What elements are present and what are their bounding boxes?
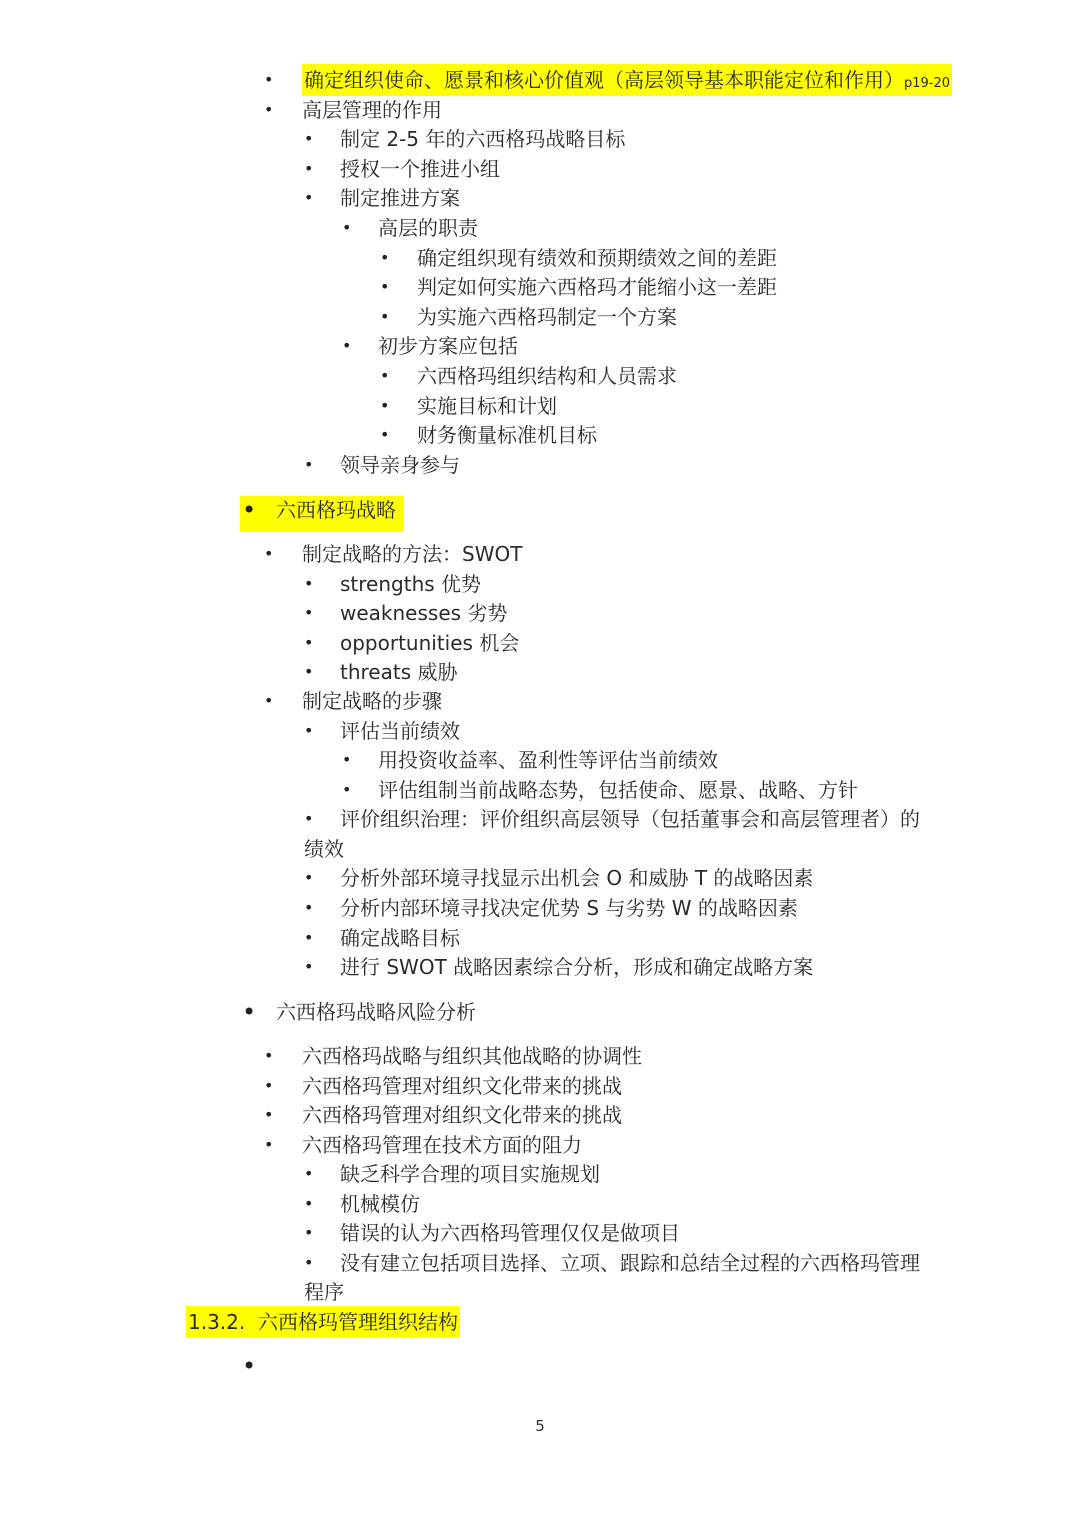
- outline-item: 错误的认为六西格玛管理仅仅是做项目: [340, 1221, 680, 1245]
- outline-item: 六西格玛管理在技术方面的阻力: [302, 1133, 582, 1157]
- bullet: •: [304, 898, 314, 917]
- bullet: •: [264, 1076, 274, 1095]
- bullet: •: [304, 603, 314, 622]
- bullet: •: [380, 366, 390, 385]
- outline-item: opportunities 机会: [340, 631, 520, 655]
- outline-item: 财务衡量标准机目标: [417, 423, 597, 447]
- highlighted-text: [186, 1306, 460, 1338]
- bullet: •: [304, 868, 314, 887]
- outline-item: 判定如何实施六西格玛才能缩小这一差距: [417, 275, 777, 299]
- bullet: •: [380, 425, 390, 444]
- outline-item: 六西格玛组织结构和人员需求: [417, 364, 677, 388]
- section-title: 六西格玛管理组织结构: [257, 1310, 458, 1334]
- bullet: •: [264, 1135, 274, 1154]
- bullet: •: [304, 129, 314, 148]
- bullet: •: [264, 691, 274, 710]
- outline-item: 没有建立包括项目选择、立项、跟踪和总结全过程的六西格玛管理: [340, 1251, 920, 1275]
- bullet: •: [242, 998, 257, 1026]
- bullet: •: [304, 159, 314, 178]
- outline-item: 制定战略的方法：SWOT: [302, 542, 523, 566]
- bullet: •: [304, 1253, 314, 1272]
- bullet: •: [264, 70, 274, 89]
- bullet: •: [380, 277, 390, 296]
- outline-item: 领导亲身参与: [340, 453, 460, 477]
- outline-heading-six-sigma-strategy: 六西格玛战略: [276, 498, 396, 522]
- outline-item: 高层管理的作用: [302, 98, 442, 122]
- page-number: 5: [535, 1417, 545, 1435]
- bullet: •: [242, 1352, 257, 1380]
- outline-item: 缺乏科学合理的项目实施规划: [340, 1162, 600, 1186]
- section-heading: [186, 1308, 460, 1336]
- outline-item: 进行 SWOT 战略因素综合分析，形成和确定战略方案: [340, 955, 814, 979]
- outline-item: 六西格玛管理对组织文化带来的挑战: [302, 1103, 622, 1127]
- bullet: •: [304, 721, 314, 740]
- page-reference: p19-20: [904, 76, 951, 91]
- bullet: •: [304, 928, 314, 947]
- bullet: •: [242, 496, 257, 524]
- bullet: •: [342, 336, 352, 355]
- outline-item: strengths 优势: [340, 572, 482, 596]
- bullet: •: [380, 307, 390, 326]
- bullet: •: [380, 396, 390, 415]
- item-text: 确定组织使命、愿景和核心价值观（高层领导基本职能定位和作用）: [304, 68, 904, 92]
- bullet: •: [380, 248, 390, 267]
- outline-item-mission: [302, 66, 952, 98]
- outline-item: threats 威胁: [340, 660, 458, 684]
- bullet: •: [304, 455, 314, 474]
- bullet: •: [304, 1164, 314, 1183]
- outline-item: 实施目标和计划: [417, 394, 557, 418]
- outline-item: 机械模仿: [340, 1192, 420, 1216]
- section-number: 1.3.2.: [188, 1310, 246, 1334]
- outline-item: 制定战略的步骤: [302, 689, 442, 713]
- outline-item-continuation: 程序: [304, 1280, 344, 1304]
- outline-item: 制定推进方案: [340, 186, 460, 210]
- outline-item: 分析外部环境寻找显示出机会 O 和威胁 T 的战略因素: [340, 866, 814, 890]
- bullet: •: [342, 218, 352, 237]
- outline-item: 评估当前绩效: [340, 719, 460, 743]
- outline-item: 高层的职责: [378, 216, 478, 240]
- outline-item: 评估组制当前战略态势，包括使命、愿景、战略、方针: [378, 778, 858, 802]
- bullet: •: [304, 809, 314, 828]
- bullet: •: [304, 1194, 314, 1213]
- bullet: •: [304, 188, 314, 207]
- bullet: •: [264, 544, 274, 563]
- bullet: •: [264, 1046, 274, 1065]
- bullet: •: [304, 1223, 314, 1242]
- outline-item: 六西格玛战略与组织其他战略的协调性: [302, 1044, 642, 1068]
- outline-item: 分析内部环境寻找决定优势 S 与劣势 W 的战略因素: [340, 896, 798, 920]
- bullet: •: [342, 780, 352, 799]
- bullet: •: [342, 750, 352, 769]
- outline-item: 六西格玛管理对组织文化带来的挑战: [302, 1074, 622, 1098]
- bullet: •: [304, 574, 314, 593]
- bullet: •: [264, 100, 274, 119]
- outline-item: 初步方案应包括: [378, 334, 518, 358]
- outline-item: weaknesses 劣势: [340, 601, 508, 625]
- bullet: •: [304, 633, 314, 652]
- bullet: •: [304, 662, 314, 681]
- outline-item: 授权一个推进小组: [340, 157, 500, 181]
- outline-item-continuation: 绩效: [304, 837, 344, 861]
- outline-item: 确定组织现有绩效和预期绩效之间的差距: [417, 246, 777, 270]
- outline-heading-risk-analysis: 六西格玛战略风险分析: [276, 1000, 476, 1024]
- outline-item: 评价组织治理：评价组织高层领导（包括董事会和高层管理者）的: [340, 807, 920, 831]
- bullet: •: [264, 1105, 274, 1124]
- bullet: •: [304, 957, 314, 976]
- outline-item: 用投资收益率、盈利性等评估当前绩效: [378, 748, 718, 772]
- highlighted-text: [302, 64, 952, 96]
- outline-item: 制定 2-5 年的六西格玛战略目标: [340, 127, 626, 151]
- outline-item: 为实施六西格玛制定一个方案: [417, 305, 677, 329]
- outline-item: 确定战略目标: [340, 926, 460, 950]
